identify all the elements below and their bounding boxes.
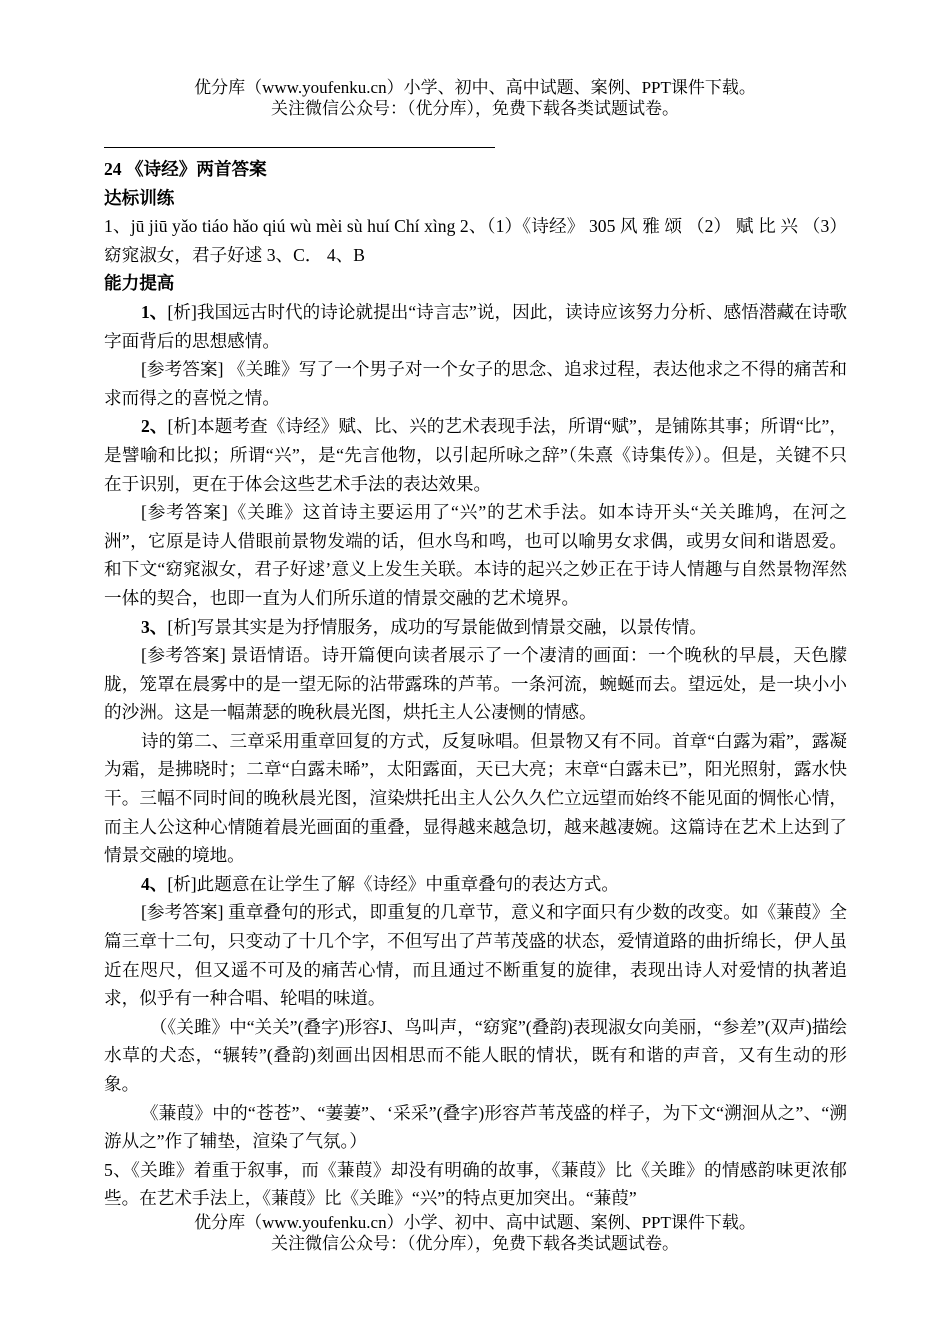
q1-answer: [参考答案] 《关雎》写了一个男子对一个女子的思念、追求过程，表达他求之不得的痛苦和求而得之的喜悦之情。 <box>104 359 847 408</box>
header-line-2: 关注微信公众号：（优分库），免费下载各类试题试卷。 <box>271 99 679 118</box>
q4-answer: [参考答案] 重章叠句的形式，即重复的几章节，意义和字面只有少数的改变。如《蒹葭》全篇三章十二句，只变动了十几个字，不但写出了芦苇茂盛的状态，爱情道路的曲折绵长，伊人虽近在咫尺，但又遥不可及的痛苦心情，而且通过不断重复的旋律，表现出诗人对爱情的执著追求，似乎有一种合唱、轮唱的味道。 <box>104 902 847 1009</box>
q4-analysis <box>104 870 847 899</box>
q4-note-jianjia: 《蒹葭》中的“苍苍”、“萋萋”、‘采采”(叠字)形容芦苇茂盛的样子，为下文“溯洄从之”、“溯游从之”作了辅垫，渲染了气氛。） <box>104 1102 847 1152</box>
q5-text: 5、《关雎》着重于叙事，而《蒹葭》却没有明确的故事，《蒹葭》比《关雎》的情感韵味更浓郁些。在艺术手法上，《蒹葭》比《关雎》“兴”的特点更加突出。“蒹葭” <box>104 1159 847 1209</box>
q3-analysis-text: [析]写景其实是为抒情服务，成功的写景能做到情景交融，以景传情。 <box>167 616 707 637</box>
page-footer <box>0 1212 950 1254</box>
q3-extra: 诗的第二、三章采用重章回复的方式，反复咏唱。但景物又有不同。首章“白露为霜”，露凝为霜，是拂晓时；二章“白露未晞”，太阳露面，天已大亮；末章“白露未已”，阳光照射，露水快干。三幅不同时间的晚秋晨光图，渲染烘托出主人公久久伫立远望而始终不能见面的惆怅心情， 而主人公这种心情随着晨光画面的重叠，显得越来越急切，越来越凄婉。这篇诗在艺术上达到了情景交融的境地。 <box>104 730 847 866</box>
q3-number: 3、 <box>140 616 168 637</box>
dabiao-answers: 1、jū jiū yǎo tiáo hǎo qiú wù mèi sù huí Chí xìng 2、（1）《诗经》 305 风 雅 颂 （2） 赋 比 兴 （3）窈窕淑女，君子好逑 3、C． 4、B <box>104 216 847 265</box>
q1-analysis-text: [析]我国远古时代的诗论就提出“诗言志”说，因此，读诗应该努力分析、感悟潜藏在诗歌字面背后的思想感情。 <box>104 301 847 351</box>
q2-answer: [参考答案]《关雎》这首诗主要运用了“兴”的艺术手法。如本诗开头“关关雎鸠，在河之洲”，它原是诗人借眼前景物发端的话，但水鸟和鸣，也可以喻男女求偶，或男女间和谐恩爱。和下文“窈窕淑女，君子好逑’意义上发生关联。本诗的起兴之妙正在于诗人情趣与自然景物浑然一体的契合，也即一直为人们所乐道的情景交融的艺术境界。 <box>104 502 847 608</box>
page-header <box>0 77 950 119</box>
q4-number: 4、 <box>140 873 168 894</box>
q2-analysis-text: [析]本题考查《诗经》赋、比、兴的艺术表现手法，所谓“赋”，是铺陈其事；所谓“比”，是譬喻和比拟；所谓“兴”，是“先言他物，以引起所咏之辞”（朱熹《诗集传》）。但是，关键不只在于识别，更在于体会这些艺术手法的表达效果。 <box>104 416 847 494</box>
q1-number: 1、 <box>140 301 168 322</box>
q4-note-guanju: （《关雎》中“关关”(叠字)形容J、鸟叫声，“窈窕”(叠韵)表现淑女向美丽，“参差”(双声)描绘水草的犬态，“辗转”(叠韵)刻画出因相思而不能人眠的情状，既有和谐的声音，又有生动的形象。 <box>104 1016 847 1094</box>
section-heading-nengli: 能力提高 <box>104 273 175 294</box>
header-rule <box>104 147 495 148</box>
document-title: 24 《诗经》两首答案 <box>104 159 267 179</box>
section-heading-dabiao: 达标训练 <box>104 187 175 208</box>
q3-analysis <box>104 613 847 642</box>
q2-number: 2、 <box>140 416 168 437</box>
document-body <box>104 155 847 1213</box>
q1-analysis <box>104 298 847 355</box>
footer-line-2: 关注微信公众号：（优分库），免费下载各类试题试卷。 <box>271 1234 679 1253</box>
footer-line-1: 优分库（www.youfenku.cn）小学、初中、高中试题、案例、PPT课件下载。 <box>194 1213 756 1232</box>
q2-analysis <box>104 412 847 498</box>
q4-analysis-text: [析]此题意在让学生了解《诗经》中重章叠句的表达方式。 <box>167 873 619 894</box>
q3-answer: [参考答案] 景语情语。诗开篇便向读者展示了一个凄清的画面：一个晚秋的早晨，天色朦胧，笼罩在晨雾中的是一望无际的沾带露珠的芦苇。一条河流，蜿蜒而去。望远处，是一块小小的沙洲。这是一幅萧瑟的晚秋晨光图，烘托主人公凄恻的情感。 <box>104 645 847 723</box>
header-line-1: 优分库（www.youfenku.cn）小学、初中、高中试题、案例、PPT课件下载。 <box>194 78 756 97</box>
